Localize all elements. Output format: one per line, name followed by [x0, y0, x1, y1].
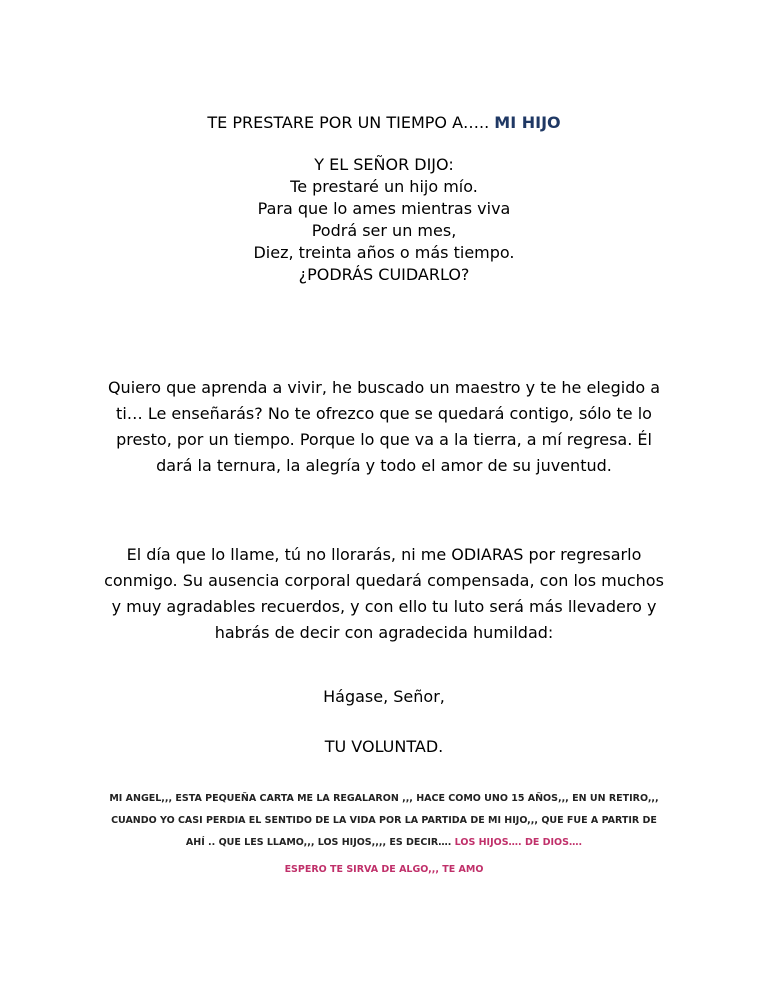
document-title: [0, 112, 768, 134]
title-highlight: MI HIJO: [494, 113, 561, 132]
poem-line: Para que lo ames mientras viva: [257, 199, 511, 218]
body-paragraph-3: Hágase, Señor,: [323, 687, 445, 706]
poem-line: Y EL SEÑOR DIJO:: [314, 155, 454, 174]
note-text: MI ANGEL,,, ESTA PEQUEÑA CARTA ME LA REGALARON ,,, HACE COMO UNO 15 AÑOS,,, EN UN RETIRO,,, CUANDO YO CASI PERDIA EL SENTIDO DE LA VIDA POR LA PARTIDA DE MI HIJO,,, QUE FUE A PARTIR DE AHÍ .. QUE LES LLAMO,,, LOS HIJOS,,,, ES DECIR….: [109, 793, 659, 848]
poem-line: ¿PODRÁS CUIDARLO?: [298, 265, 470, 284]
note-highlight: LOS HIJOS…. DE DIOS….: [454, 837, 583, 848]
poem-line: Podrá ser un mes,: [311, 221, 457, 240]
body-paragraph-1: Quiero que aprenda a vivir, he buscado un maestro y te he elegido a ti… Le enseñarás? No te ofrezco que se quedará contigo, sólo te lo presto, por un tiempo. Porque lo que va a la tierra, a mí regresa. Él dará la ternura, la alegría y todo el amor de su juventud.: [107, 378, 661, 475]
title-text: TE PRESTARE POR UN TIEMPO A…..: [207, 113, 495, 132]
body-paragraph-4: TU VOLUNTAD.: [324, 737, 444, 756]
poem-line: Diez, treinta años o más tiempo.: [253, 243, 515, 262]
body-paragraph-2: El día que lo llame, tú no llorarás, ni me ODIARAS por regresarlo conmigo. Su ausencia corporal quedará compensada, con los muchos y muy agradables recuerdos, y con ello tu luto será más llevadero y habrás de decir con agradecida humildad:: [104, 545, 664, 642]
closing-line: ESPERO TE SIRVA DE ALGO,,, TE AMO: [284, 864, 484, 875]
poem-line: Te prestaré un hijo mío.: [290, 177, 478, 196]
poem-block: [0, 154, 768, 286]
personal-note: [104, 788, 664, 854]
